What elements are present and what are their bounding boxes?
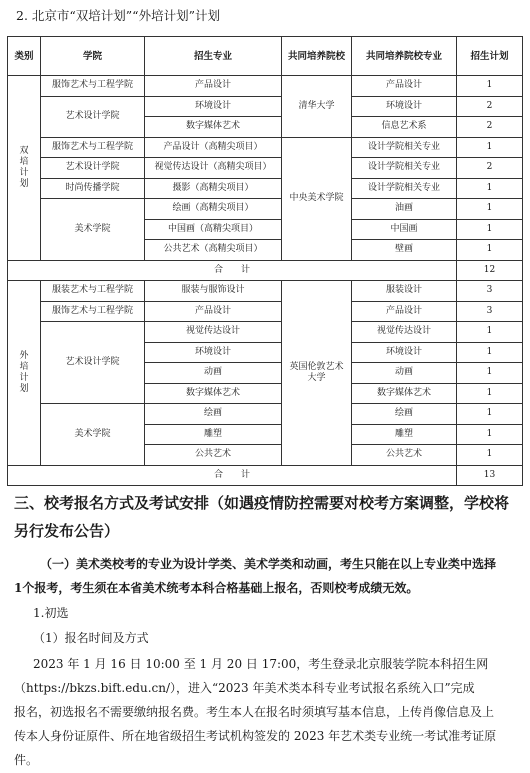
header-college: 学院 bbox=[41, 37, 145, 76]
partner-major-cell: 公共艺术 bbox=[352, 445, 457, 466]
body-line1: 2023 年 1 月 16 日 10:00 至 1 月 20 日 17:00，考生登录北京服装学院本科招生网 bbox=[33, 657, 489, 671]
partner-major-cell: 产品设计 bbox=[352, 76, 457, 97]
total-row bbox=[8, 260, 523, 281]
partner-major-cell: 绘画 bbox=[352, 404, 457, 425]
table-row bbox=[8, 178, 523, 199]
partner-major-cell: 环境设计 bbox=[352, 342, 457, 363]
header-major: 招生专业 bbox=[145, 37, 282, 76]
partner-cell: 清华大学 bbox=[282, 76, 352, 138]
partner-major-cell: 设计学院相关专业 bbox=[352, 178, 457, 199]
major-cell: 雕塑 bbox=[145, 424, 282, 445]
partner-major-cell: 中国画 bbox=[352, 219, 457, 240]
body-line3: 报名，初选报名不需要缴纳报名费。考生本人在报名时须填写基本信息，上传肖像信息及上 bbox=[14, 705, 495, 719]
partner-cell: 中央美术学院 bbox=[282, 137, 352, 260]
partner-major-cell: 油画 bbox=[352, 199, 457, 220]
table-row bbox=[8, 301, 523, 322]
category-shuangpei: 双培计划 bbox=[8, 76, 41, 261]
plan-cell: 1 bbox=[457, 322, 523, 343]
partner-major-cell: 服装设计 bbox=[352, 281, 457, 302]
plan-cell: 1 bbox=[457, 76, 523, 97]
table-row bbox=[8, 281, 523, 302]
table-row bbox=[8, 96, 523, 117]
plan-cell: 1 bbox=[457, 424, 523, 445]
plan-cell: 1 bbox=[457, 178, 523, 199]
college-cell: 美术学院 bbox=[41, 404, 145, 466]
body-line5: 件。 bbox=[14, 753, 39, 767]
header-plan: 招生计划 bbox=[457, 37, 523, 76]
college-cell: 服饰艺术与工程学院 bbox=[41, 76, 145, 97]
major-cell: 视觉传达设计（高精尖项目） bbox=[145, 158, 282, 179]
major-cell: 绘画（高精尖项目） bbox=[145, 199, 282, 220]
total-value: 13 bbox=[457, 465, 523, 486]
table-row bbox=[8, 322, 523, 343]
plan-cell: 1 bbox=[457, 445, 523, 466]
sub-heading-line2: 1个报考，考生须在本省美术统考本科合格基础上报名，否则校考成绩无效。 bbox=[14, 581, 419, 595]
college-cell: 美术学院 bbox=[41, 199, 145, 261]
plan-cell: 1 bbox=[457, 342, 523, 363]
table-header-row bbox=[8, 37, 523, 76]
partner-major-cell: 壁画 bbox=[352, 240, 457, 261]
major-cell: 动画 bbox=[145, 363, 282, 384]
college-cell: 服装艺术与工程学院 bbox=[41, 281, 145, 302]
header-partner-major: 共同培养院校专业 bbox=[352, 37, 457, 76]
partner-major-cell: 产品设计 bbox=[352, 301, 457, 322]
sub-heading-line1: （一）美术类校考的专业为设计学类、美术学类和动画，考生只能在以上专业类中选择 bbox=[40, 557, 497, 571]
section-heading-line2: 另行发布公告） bbox=[14, 522, 120, 540]
header-category: 类别 bbox=[8, 37, 41, 76]
plan-cell: 1 bbox=[457, 363, 523, 384]
partner-major-cell: 动画 bbox=[352, 363, 457, 384]
major-cell: 数字媒体艺术 bbox=[145, 383, 282, 404]
college-cell: 服饰艺术与工程学院 bbox=[41, 137, 145, 158]
major-cell: 绘画 bbox=[145, 404, 282, 425]
partner-major-cell: 雕塑 bbox=[352, 424, 457, 445]
plan-cell: 1 bbox=[457, 383, 523, 404]
item-registration-time: （1）报名时间及方式 bbox=[33, 631, 149, 645]
major-cell: 公共艺术 bbox=[145, 445, 282, 466]
partner-major-cell: 数字媒体艺术 bbox=[352, 383, 457, 404]
body-line4: 传本人身份证原件、所在地省级招生考试机构签发的 2023 年艺术类专业统一考试准考证原 bbox=[14, 729, 497, 743]
plan-cell: 1 bbox=[457, 219, 523, 240]
major-cell: 环境设计 bbox=[145, 342, 282, 363]
item-initial-selection: 1.初选 bbox=[33, 606, 69, 620]
table-row bbox=[8, 137, 523, 158]
partner-major-cell: 设计学院相关专业 bbox=[352, 158, 457, 179]
table-row bbox=[8, 404, 523, 425]
plan-cell: 1 bbox=[457, 199, 523, 220]
partner-cell: 英国伦敦艺术大学 bbox=[282, 281, 352, 466]
major-cell: 中国画（高精尖项目） bbox=[145, 219, 282, 240]
partner-major-cell: 视觉传达设计 bbox=[352, 322, 457, 343]
partner-major-cell: 设计学院相关专业 bbox=[352, 137, 457, 158]
plan-cell: 1 bbox=[457, 240, 523, 261]
table-row bbox=[8, 76, 523, 97]
college-cell: 艺术设计学院 bbox=[41, 158, 145, 179]
college-cell: 艺术设计学院 bbox=[41, 96, 145, 137]
total-label: 合 计 bbox=[8, 260, 457, 281]
college-cell: 服饰艺术与工程学院 bbox=[41, 301, 145, 322]
major-cell: 摄影（高精尖项目） bbox=[145, 178, 282, 199]
header-partner: 共同培养院校 bbox=[282, 37, 352, 76]
total-label: 合 计 bbox=[8, 465, 457, 486]
plan-cell: 2 bbox=[457, 96, 523, 117]
total-value: 12 bbox=[457, 260, 523, 281]
major-cell: 产品设计 bbox=[145, 301, 282, 322]
major-cell: 公共艺术（高精尖项目） bbox=[145, 240, 282, 261]
section-title: 2. 北京市“双培计划”“外培计划”计划 bbox=[16, 8, 220, 23]
table-row bbox=[8, 199, 523, 220]
category-waipei: 外培计划 bbox=[8, 281, 41, 466]
plan-cell: 1 bbox=[457, 404, 523, 425]
major-cell: 数字媒体艺术 bbox=[145, 117, 282, 138]
plan-cell: 2 bbox=[457, 158, 523, 179]
major-cell: 视觉传达设计 bbox=[145, 322, 282, 343]
major-cell: 产品设计（高精尖项目） bbox=[145, 137, 282, 158]
partner-major-cell: 环境设计 bbox=[352, 96, 457, 117]
section-heading-line1: 三、校考报名方式及考试安排（如遇疫情防控需要对校考方案调整，学校将 bbox=[14, 494, 510, 512]
college-cell: 时尚传播学院 bbox=[41, 178, 145, 199]
college-cell: 艺术设计学院 bbox=[41, 322, 145, 404]
partner-major-cell: 信息艺术系 bbox=[352, 117, 457, 138]
plan-cell: 1 bbox=[457, 137, 523, 158]
enrollment-plan-table bbox=[7, 36, 523, 486]
major-cell: 环境设计 bbox=[145, 96, 282, 117]
plan-cell: 2 bbox=[457, 117, 523, 138]
body-line2: （https://bkzs.bift.edu.cn/），进入“2023 年美术类本科专业考试报名系统入口”完成 bbox=[14, 681, 475, 695]
plan-cell: 3 bbox=[457, 281, 523, 302]
major-cell: 服装与服饰设计 bbox=[145, 281, 282, 302]
plan-cell: 3 bbox=[457, 301, 523, 322]
total-row bbox=[8, 465, 523, 486]
major-cell: 产品设计 bbox=[145, 76, 282, 97]
table-row bbox=[8, 158, 523, 179]
